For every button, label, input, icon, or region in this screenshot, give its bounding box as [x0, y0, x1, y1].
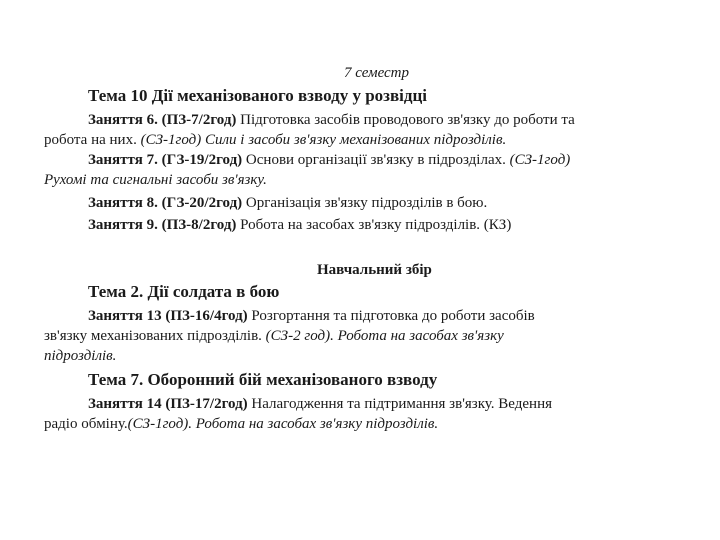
semester-label: 7 семестр — [344, 65, 410, 81]
lesson-6-line-1 — [88, 110, 575, 130]
lesson-14-label: Заняття 14 (ПЗ-17/2год) — [88, 396, 248, 412]
topic-7-title: Тема 7. Оборонний бій механізованого взводу — [88, 370, 438, 389]
topic-2-title: Тема 2. Дії солдата в бою — [88, 282, 280, 301]
lesson-7-label: Заняття 7. (ГЗ-19/2год) — [88, 152, 243, 168]
lesson-6-text-2: робота на них. — [44, 132, 141, 148]
lesson-13-self-study: (СЗ-2 год). Робота на засобах зв'язку — [265, 328, 504, 344]
topic-10-title: Тема 10 Дії механізованого взводу у розвідці — [88, 86, 427, 105]
training-camp-title: Навчальний збір — [317, 262, 432, 278]
lesson-7-self-study-code: (СЗ-1год) — [509, 152, 571, 168]
lesson-6-text-1: Підготовка засобів проводового зв'язку до роботи та — [236, 112, 575, 128]
lesson-13-label: Заняття 13 (ПЗ-16/4год) — [88, 308, 248, 324]
lesson-7-line-2: Рухомі та сигнальні засоби зв'язку. — [44, 172, 267, 188]
lesson-6-self-study: (СЗ-1год) Сили і засоби зв'язку механізованих підрозділів. — [140, 132, 507, 148]
lesson-8-line — [88, 193, 487, 213]
lesson-13-line-2 — [44, 326, 504, 346]
lesson-7-line-1 — [88, 150, 570, 170]
lesson-13-line-1 — [88, 306, 535, 326]
lesson-8-label: Заняття 8. (ГЗ-20/2год) — [88, 195, 243, 211]
lesson-6-label: Заняття 6. (ПЗ-7/2год) — [88, 112, 237, 128]
lesson-14-self-study: (СЗ-1год). Робота на засобах зв'язку підрозділів. — [127, 416, 439, 432]
lesson-9-line — [88, 215, 511, 235]
lesson-14-line-2 — [44, 414, 438, 434]
lesson-14-line-1 — [88, 394, 552, 414]
lesson-14-text-2: радіо обміну. — [44, 416, 128, 432]
lesson-8-text: Організація зв'язку підрозділів в бою. — [242, 195, 488, 211]
lesson-9-label: Заняття 9. (ПЗ-8/2год) — [88, 217, 237, 233]
lesson-14-text-1: Налагодження та підтримання зв'язку. Ведення — [247, 396, 553, 412]
lesson-6-line-2 — [44, 130, 506, 150]
lesson-13-text-2: зв'язку механізованих підрозділів. — [44, 328, 266, 344]
lesson-7-text-1: Основи організації зв'язку в підрозділах. — [242, 152, 510, 168]
lesson-9-text: Робота на засобах зв'язку підрозділів. (КЗ) — [236, 217, 512, 233]
lesson-13-text-1: Розгортання та підготовка до роботи засобів — [247, 308, 535, 324]
lesson-13-line-3: підрозділів. — [44, 348, 117, 364]
